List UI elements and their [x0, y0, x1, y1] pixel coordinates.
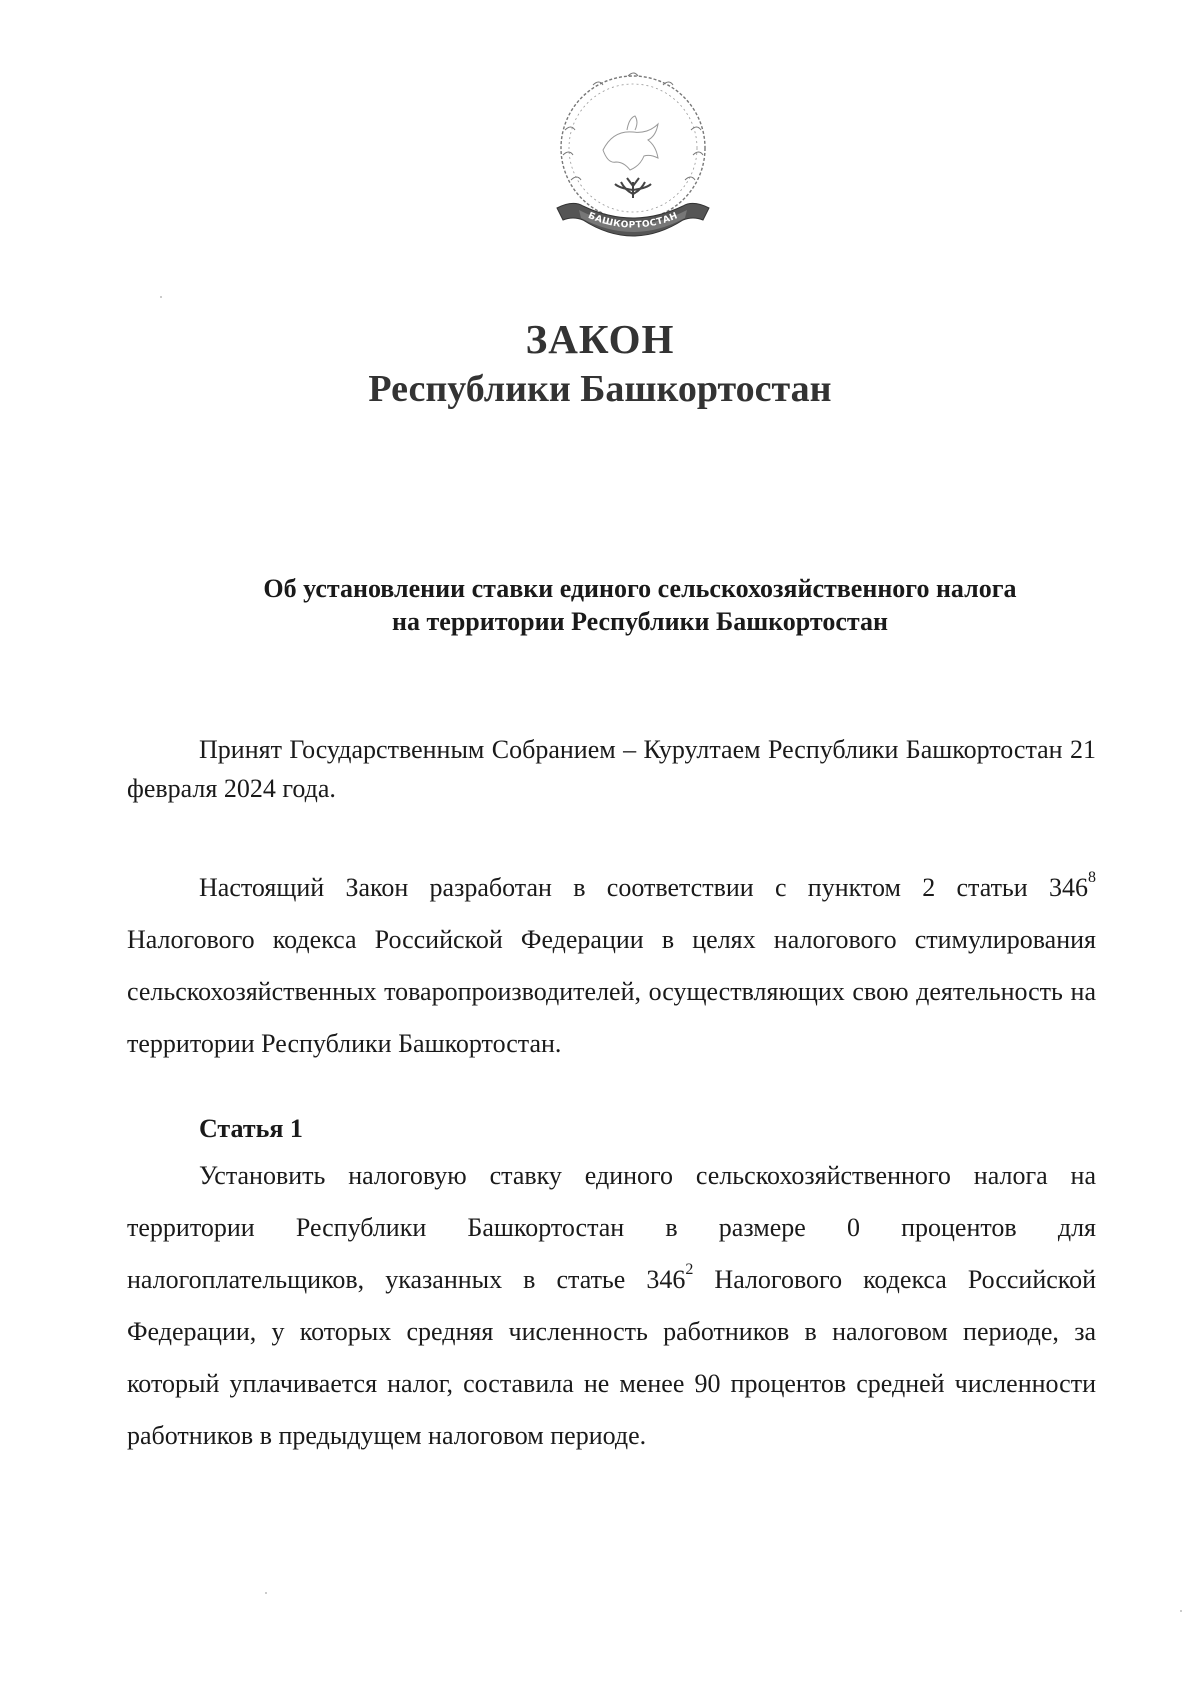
emblem-ribbon-text: БАШКОРТОСТАН: [586, 211, 680, 231]
article-1-superscript: 2: [685, 1261, 694, 1279]
law-name: [200, 572, 1080, 638]
intro-text-end: Налогового кодекса Российской Федерации в целях налогового стимулирования сельскохозяйственных товаропроизводителей, осуществляющих свою деятельность на территории Республики Башкортостан.: [127, 925, 1096, 1058]
law-name-line-2: на территории Республики Башкортостан: [392, 607, 888, 636]
intro-paragraph: [127, 862, 1096, 1070]
article-1-text-end: Налогового кодекса Российской Федерации, у которых средняя численность работников в налоговом периоде, за который уплачивается налог, составила не менее 90 процентов средней численности работников в предыдущем налоговом периоде.: [127, 1265, 1097, 1450]
intro-text-start: Настоящий Закон разработан в соответствии с пунктом 2 статьи 346: [199, 873, 1088, 902]
law-name-line-1: Об установлении ставки единого сельскохозяйственного налога: [263, 574, 1017, 603]
scan-speck: [1180, 1610, 1182, 1612]
article-1-paragraph: [127, 1150, 1096, 1462]
scan-speck: [160, 296, 162, 298]
adoption-paragraph: Принят Государственным Собранием – Курултаем Республики Башкортостан 21 февраля 2024 года.: [127, 735, 1096, 803]
scan-speck: [265, 1592, 267, 1594]
document-title: ЗАКОН: [525, 316, 675, 362]
intro-superscript: 8: [1088, 869, 1096, 887]
article-1-heading: Статья 1: [199, 1114, 303, 1143]
bashkortostan-coat-of-arms-icon: [543, 60, 723, 260]
document-subtitle: Республики Башкортостан: [368, 368, 832, 410]
article-1-text-start: Установить налоговую ставку единого сельскохозяйственного налога на территории Республики Башкортостан в размере 0 процентов для налогоплательщиков, указанных в статье 346: [127, 1161, 1096, 1294]
